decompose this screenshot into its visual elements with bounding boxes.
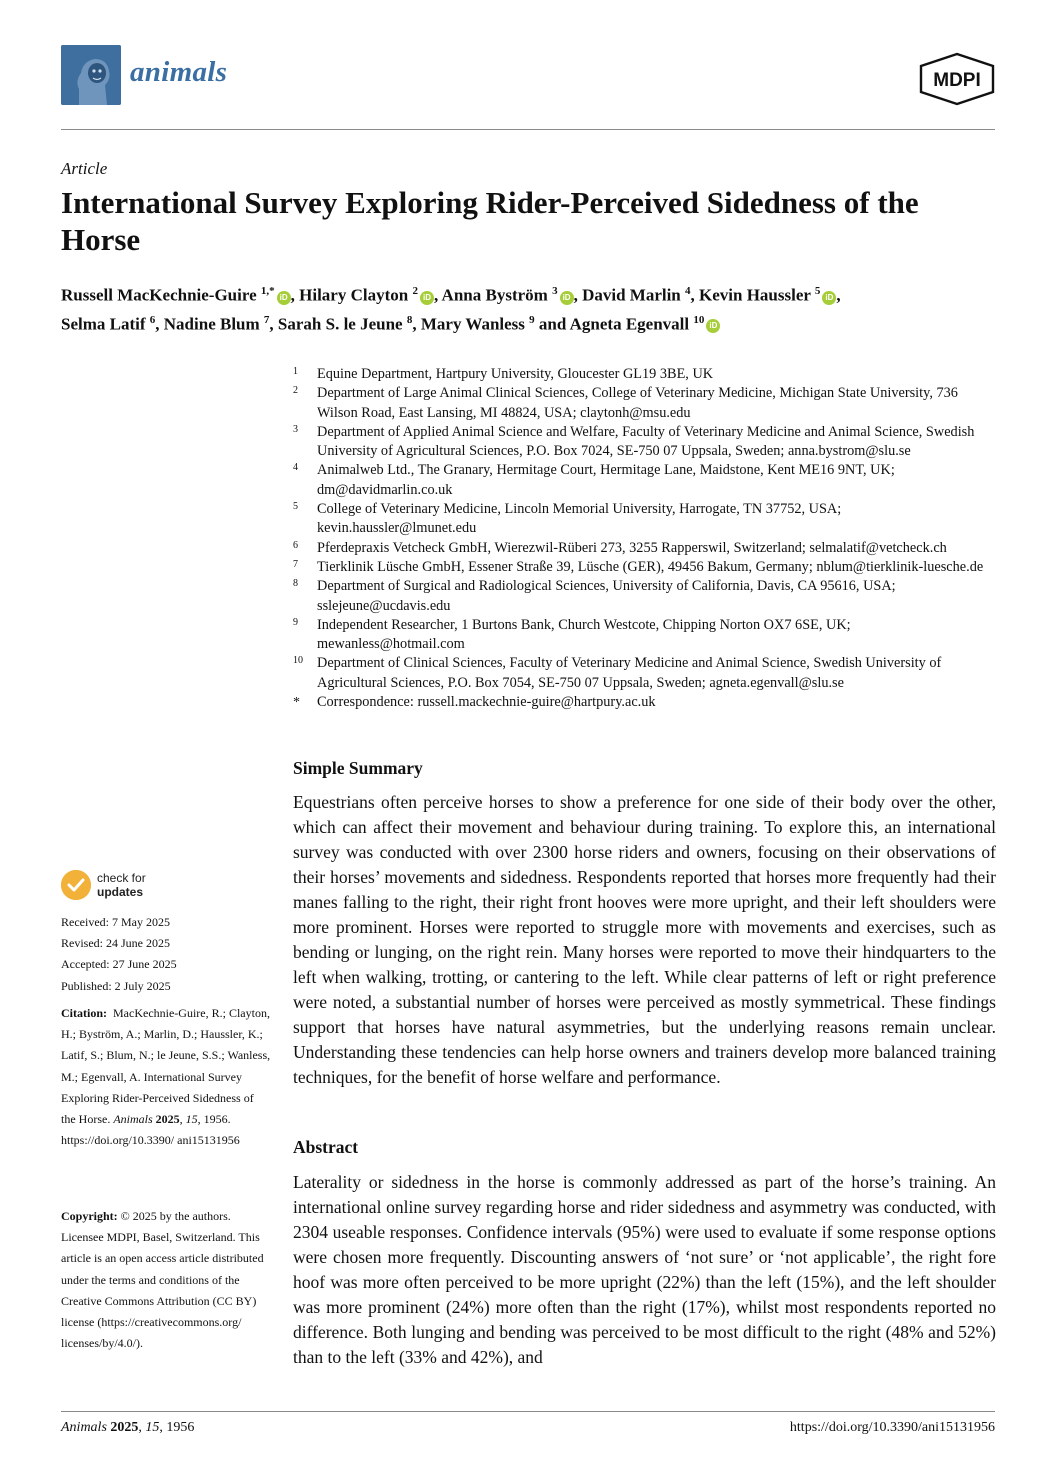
affiliation-item xyxy=(293,654,997,693)
affiliation-number: 9 xyxy=(293,616,298,628)
orcid-icon[interactable]: iD xyxy=(420,291,434,305)
affiliation-text: Department of Large Animal Clinical Sciences, College of Veterinary Medicine, Michigan State University, 736 Wilson Road, East Lansing, MI 48824, USA; claytonh@msu.edu xyxy=(317,385,958,421)
author-list xyxy=(61,279,995,336)
affiliation-number: 5 xyxy=(293,501,298,513)
check-updates-label-1: check for xyxy=(97,871,146,885)
author-name[interactable]: Sarah S. le Jeune xyxy=(277,314,403,334)
check-updates-icon xyxy=(61,870,91,900)
journal-name[interactable]: animals xyxy=(130,56,228,88)
footer-doi-link[interactable]: https://doi.org/10.3390/ani15131956 xyxy=(789,1420,995,1435)
journal-logo-icon xyxy=(61,45,121,105)
citation-doi-link[interactable]: , 1956. https://doi.org/10.3390/ ani15131956 xyxy=(61,1112,240,1148)
affiliation-item xyxy=(293,558,997,577)
citation-text: MacKechnie-Guire, R.; Clayton, H.; Byström, A.; Marlin, D.; Haussler, K.; Latif, S.; Blum, N.; le Jeune, S.S.; Wanless, M.; Egenvall, A. International Survey Exploring Rider-Perceived Sidedness of the Horse. xyxy=(61,1006,271,1127)
citation-label: Citation: xyxy=(61,1006,107,1020)
author-affiliation-marker: 1,* xyxy=(260,285,275,297)
published-date: Published: 2 July 2025 xyxy=(61,978,171,993)
citation-year: 2025 xyxy=(155,1112,180,1127)
author-affiliation-marker: 4 xyxy=(685,285,691,297)
orcid-icon[interactable]: iD xyxy=(822,291,836,305)
orcid-icon[interactable]: iD xyxy=(706,319,720,333)
simple-summary-text: Equestrians often perceive horses to show a preference for one side of their body over the other, which can affect their movement and behaviour during training. To explore this, an international survey was conducted with over 2300 horse riders and owners, focusing on their observations of their horses’ movements and sidedness. Respondents reported that horses more frequently had their manes falling to the right, their right front hooves were more upright, and their left shoulders were more prominent. Horses were reported to struggle more with movements and exercises, such as bending or lunging, on the right rein. Many horses were reported to move their hindquarters to the left when walking, trotting, or cantering to the left. While clear patterns of left or right preference were noted, a substantial number of horses were perceived as mostly symmetrical. These findings support that horses have natural asymmetries, but the underlying reasons remain unclear. Understanding these tendencies can help horse owners and trainers develop more balanced training techniques, for the benefit of horse welfare and performance. xyxy=(293,792,996,1087)
footer-volume: 15 xyxy=(145,1420,160,1435)
copyright-text: © 2025 by the authors. Licensee MDPI, Basel, Switzerland. This article is an open access article distributed under the terms and conditions of the Creative Commons Attribution (CC BY) license (https://creativecommons.org/ licenses/by/4.0/). xyxy=(61,1209,264,1351)
header-divider xyxy=(61,129,995,130)
affiliation-number: 8 xyxy=(293,578,298,590)
affiliation-text: Correspondence: russell.mackechnie-guire@hartpury.ac.uk xyxy=(317,694,656,711)
affiliation-text: Department of Surgical and Radiological Sciences, University of California, Davis, CA 95616, USA; sslejeune@ucdavis.edu xyxy=(317,578,896,614)
abstract-text: Laterality or sidedness in the horse is commonly addressed as part of the horse’s training. An international online survey regarding horse and rider sidedness and asymmetry was conducted, with 2304 useable responses. Confidence intervals (95%) were used to evaluate if some response options were chosen more frequently. Discounting answers of ‘not sure’ or ‘not applicable’, the right fore hoof was more often perceived to be more upright (22%) than the left (15%), and the left shoulder was more prominent (24%) more often than the right (17%), whilst most respondents reported no difference. Both lunging and bending was perceived to be most difficult to the right (48% and 52%) than to the left (33% and 42%), and xyxy=(293,1172,996,1367)
copyright-block xyxy=(61,1206,271,1354)
author-separator: , xyxy=(573,285,583,305)
author-separator: , xyxy=(290,285,300,305)
received-date: Received: 7 May 2025 xyxy=(61,915,170,929)
affiliation-number: 10 xyxy=(293,655,303,667)
affiliation-item xyxy=(293,384,997,423)
author-affiliation-marker: 6 xyxy=(149,313,156,326)
mdpi-logo-icon[interactable] xyxy=(918,52,996,106)
affiliation-text: Tierklinik Lüsche GmbH, Essener Straße 39, Lüsche (GER), 49456 Bakum, Germany; nblum@tierklinik-luesche.de xyxy=(317,558,984,575)
affiliation-number: * xyxy=(293,695,300,711)
affiliation-text: Department of Applied Animal Science and Welfare, Faculty of Veterinary Medicine and Animal Science, Swedish University of Agricultural Sciences, P.O. Box 7024, SE-750 07 Uppsala, Sweden; anna.bystrom@slu.se xyxy=(317,423,975,460)
author-name[interactable]: Agneta Egenvall xyxy=(569,314,690,334)
orcid-icon[interactable]: iD xyxy=(560,291,574,305)
revised-date: Revised: 24 June 2025 xyxy=(61,936,170,951)
author-affiliation-marker: 7 xyxy=(263,313,270,326)
author-separator: and xyxy=(534,314,570,334)
author-name[interactable]: Selma Latif xyxy=(61,314,146,334)
accepted-date: Accepted: 27 June 2025 xyxy=(61,957,177,972)
author-affiliation-marker: 5 xyxy=(814,285,821,297)
affiliation-number: 7 xyxy=(293,558,298,570)
affiliation-item xyxy=(293,539,997,558)
author-name[interactable]: Russell MacKechnie-Guire xyxy=(61,285,257,305)
affiliation-text: Department of Clinical Sciences, Faculty of Veterinary Medicine and Animal Science, Swedish University of Agricultural Sciences, P.O. Box 7054, SE-750 07 Uppsala, Sweden; agneta.egenvall@slu.se xyxy=(317,655,942,691)
author-affiliation-marker: 9 xyxy=(529,313,535,326)
affiliation-number: 4 xyxy=(293,462,298,474)
affiliation-item xyxy=(293,616,997,655)
affiliation-text: Equine Department, Hartpury University, Gloucester GL19 3BE, UK xyxy=(317,366,714,382)
author-affiliation-marker: 10 xyxy=(693,313,705,326)
author-separator: , xyxy=(269,314,278,334)
article-type: Article xyxy=(61,159,108,178)
footer-divider xyxy=(61,1411,995,1412)
author-separator: , xyxy=(412,314,421,334)
orcid-icon[interactable]: iD xyxy=(277,291,291,305)
publisher-name: MDPI xyxy=(933,70,981,91)
check-for-updates-button[interactable] xyxy=(61,870,201,902)
author-name[interactable]: Kevin Haussler xyxy=(699,285,811,305)
affiliation-item xyxy=(293,693,997,712)
citation-journal: Animals xyxy=(113,1112,153,1127)
affiliation-item xyxy=(293,365,997,384)
affiliation-number: 1 xyxy=(293,366,298,377)
footer-article-number: , 1956 xyxy=(159,1420,195,1435)
author-separator: , xyxy=(433,285,442,305)
affiliation-item xyxy=(293,423,997,462)
author-separator: , xyxy=(836,285,841,305)
affiliation-number: 6 xyxy=(293,539,298,551)
affiliation-number: 2 xyxy=(293,385,298,397)
affiliation-number: 3 xyxy=(293,423,298,435)
affiliation-item xyxy=(293,461,997,500)
affiliation-item xyxy=(293,577,997,616)
check-updates-label-2: updates xyxy=(97,885,144,899)
author-affiliation-marker: 3 xyxy=(552,285,558,297)
publication-dates xyxy=(61,912,177,997)
author-name[interactable]: Nadine Blum xyxy=(163,314,260,334)
footer-year: 2025 xyxy=(110,1420,139,1435)
affiliation-item xyxy=(293,500,997,539)
affiliation-text: Independent Researcher, 1 Burtons Bank, Church Westcote, Chipping Norton OX7 6SE, UK; mewanless@hotmail.com xyxy=(317,616,851,653)
author-name[interactable]: Hilary Clayton xyxy=(299,285,409,305)
author-affiliation-marker: 2 xyxy=(412,285,418,297)
author-name[interactable]: Anna Byström xyxy=(441,285,548,305)
author-affiliation-marker: 8 xyxy=(406,313,413,326)
author-name[interactable]: Mary Wanless xyxy=(420,314,525,334)
footer-citation: Animals 2025, 15, 1956 xyxy=(61,1420,195,1435)
affiliation-text: Pferdepraxis Vetcheck GmbH, Wierezwil-Rüberi 273, 3255 Rapperswil, Switzerland; selmalatif@vetcheck.ch xyxy=(317,539,947,556)
citation-block: Citation: MacKechnie-Guire, R.; Clayton, H.; Byström, A.; Marlin, D.; Haussler, K.; Latif, S.; Blum, N.; le Jeune, S.S.; Wanless, M.; Egenvall, A. International Survey Exploring Rider-Perceived Sidedness of the Horse. Animals 2025, 15, 1956. https://doi.org/10.3390/ ani15131956 xyxy=(61,1006,271,1148)
affiliation-text: Animalweb Ltd., The Granary, Hermitage Court, Hermitage Lane, Maidstone, Kent ME16 9NT, UK; dm@davidmarlin.co.uk xyxy=(317,462,895,498)
author-separator: , xyxy=(690,285,700,305)
affiliation-text: College of Veterinary Medicine, Lincoln Memorial University, Harrogate, TN 37752, USA; kevin.haussler@lmunet.edu xyxy=(317,501,842,537)
abstract-heading: Abstract xyxy=(293,1137,359,1157)
author-separator: , xyxy=(155,314,164,334)
footer-journal: Animals xyxy=(61,1420,107,1435)
citation-volume: 15 xyxy=(185,1112,198,1127)
affiliation-list xyxy=(293,365,997,712)
copyright-label: Copyright: xyxy=(61,1209,118,1223)
author-name[interactable]: David Marlin xyxy=(582,285,681,305)
article-title: International Survey Exploring Rider-Perceived Sidedness of the Horse xyxy=(61,185,919,257)
simple-summary-heading: Simple Summary xyxy=(293,758,423,778)
